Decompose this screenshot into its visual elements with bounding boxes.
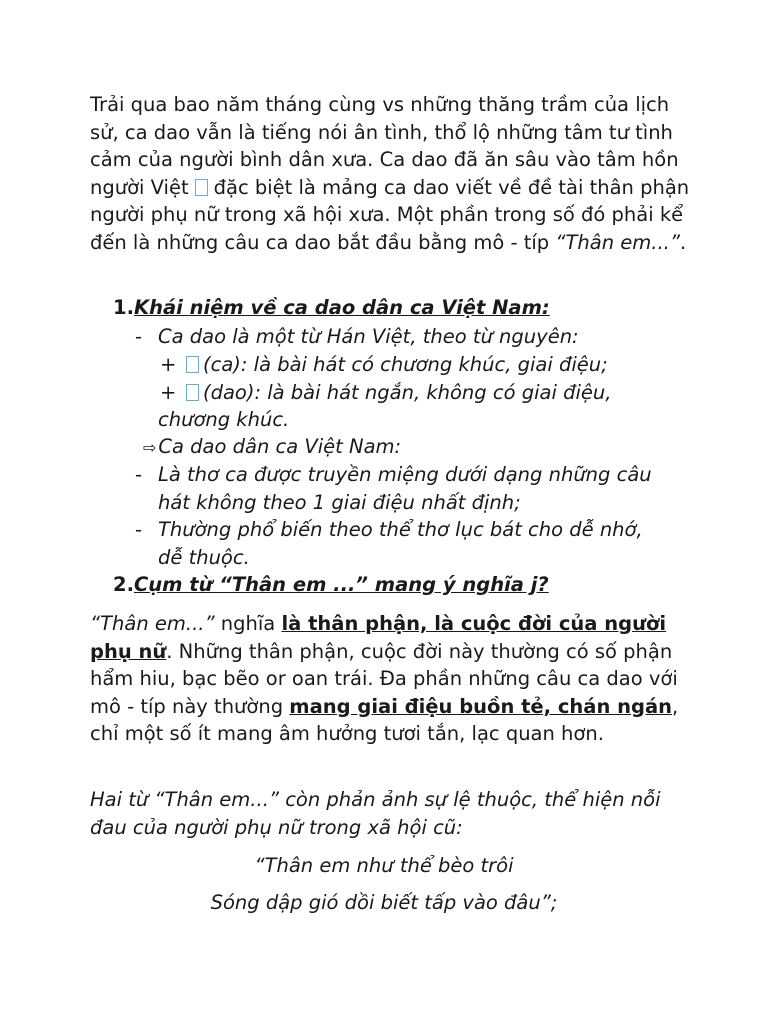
paragraph-meaning <box>90 610 690 748</box>
arrow-item <box>143 433 401 462</box>
paragraph-bold-2: mang giai điệu buồn tẻ, chán ngán <box>289 694 673 718</box>
paragraph-text-3: , chỉ một số ít mang âm hưởng tươi tắn, lạc quan hơn. <box>90 694 679 746</box>
sub-item-ca-text: (ca): là bài hát có chương khúc, giai điệu; <box>203 353 608 376</box>
sub-item-plus: + <box>160 353 177 376</box>
paragraph-text-1: nghĩa <box>214 612 282 635</box>
list-item-2-line2: hát không theo 1 giai điệu nhất định; <box>158 491 521 514</box>
list-item-2-line1: Là thơ ca được truyền miệng dưới dạng những câu <box>158 463 652 486</box>
intro-text-part2: đặc biệt là mảng ca dao viết về đề tài thân phận người phụ nữ trong xã hội xưa. Một phần trong số đó phải kể đến là những câu ca dao bắt đầu bằng mô - típ <box>90 175 690 254</box>
sub-item-dao-text: (dao): là bài hát ngắn, không có giai điệu, <box>203 381 612 404</box>
intro-text-part1: Trải qua bao năm tháng cùng vs những thăng trầm của lịch sử, ca dao vẫn là tiếng nói ân tình, thổ lộ những tâm tư tình cảm của người bình dân xưa. Ca dao đã ăn sâu vào tâm hồn người Việt <box>90 93 679 199</box>
intro-end: . <box>679 230 687 254</box>
section-1-number: 1. <box>113 296 134 319</box>
poem-line-2: Sóng dập gió dồi biết tấp vào đâu”; <box>210 891 558 914</box>
list-dash: - <box>135 463 143 486</box>
list-dash: - <box>135 518 143 541</box>
sub-item-plus: + <box>160 381 177 404</box>
list-item-3-line1: Thường phổ biến theo thể thơ lục bát cho dễ nhớ, <box>158 518 643 541</box>
paragraph-bold-1: là thân phận, là cuộc đời của người phụ nữ <box>90 612 667 663</box>
missing-glyph-icon <box>195 179 208 196</box>
sub-item-ca <box>176 351 608 379</box>
list-item-1: Ca dao là một từ Hán Việt, theo từ nguyên: <box>158 325 579 348</box>
sub-item-dao <box>176 379 611 407</box>
section-2-heading <box>113 571 549 598</box>
missing-glyph-icon <box>186 384 199 401</box>
paragraph-text-2: . Những thân phận, cuộc đời này thường có số phận hẩm hiu, bạc bẽo or oan trái. Đa phần những câu ca dao với mô - típ này thường <box>90 639 678 718</box>
missing-glyph-icon <box>186 356 199 373</box>
paragraph-quote: “Thân em...” <box>90 612 215 635</box>
arrow-item-text: Ca dao dân ca Việt Nam: <box>158 435 402 458</box>
list-dash: - <box>135 325 143 348</box>
sub-item-dao-continued: chương khúc. <box>158 408 290 431</box>
section-1-heading <box>113 294 550 321</box>
paragraph-dependence: Hai từ “Thân em...” còn phản ảnh sự lệ thuộc, thể hiện nỗi đau của người phụ nữ trong xã hội cũ: <box>90 788 661 839</box>
list-item-3-line2: dễ thuộc. <box>158 546 250 569</box>
arrow-right-icon: ⇨ <box>143 438 157 457</box>
poem-line-1: “Thân em như thể bèo trôi <box>254 854 514 877</box>
section-2-number: 2. <box>113 573 134 596</box>
section-1-title: Khái niệm về ca dao dân ca Việt Nam: <box>133 296 550 319</box>
intro-paragraph <box>90 91 690 257</box>
section-2-title: Cụm từ “Thân em ...” mang ý nghĩa j? <box>133 573 549 596</box>
intro-quote: “Thân em...” <box>555 230 680 254</box>
